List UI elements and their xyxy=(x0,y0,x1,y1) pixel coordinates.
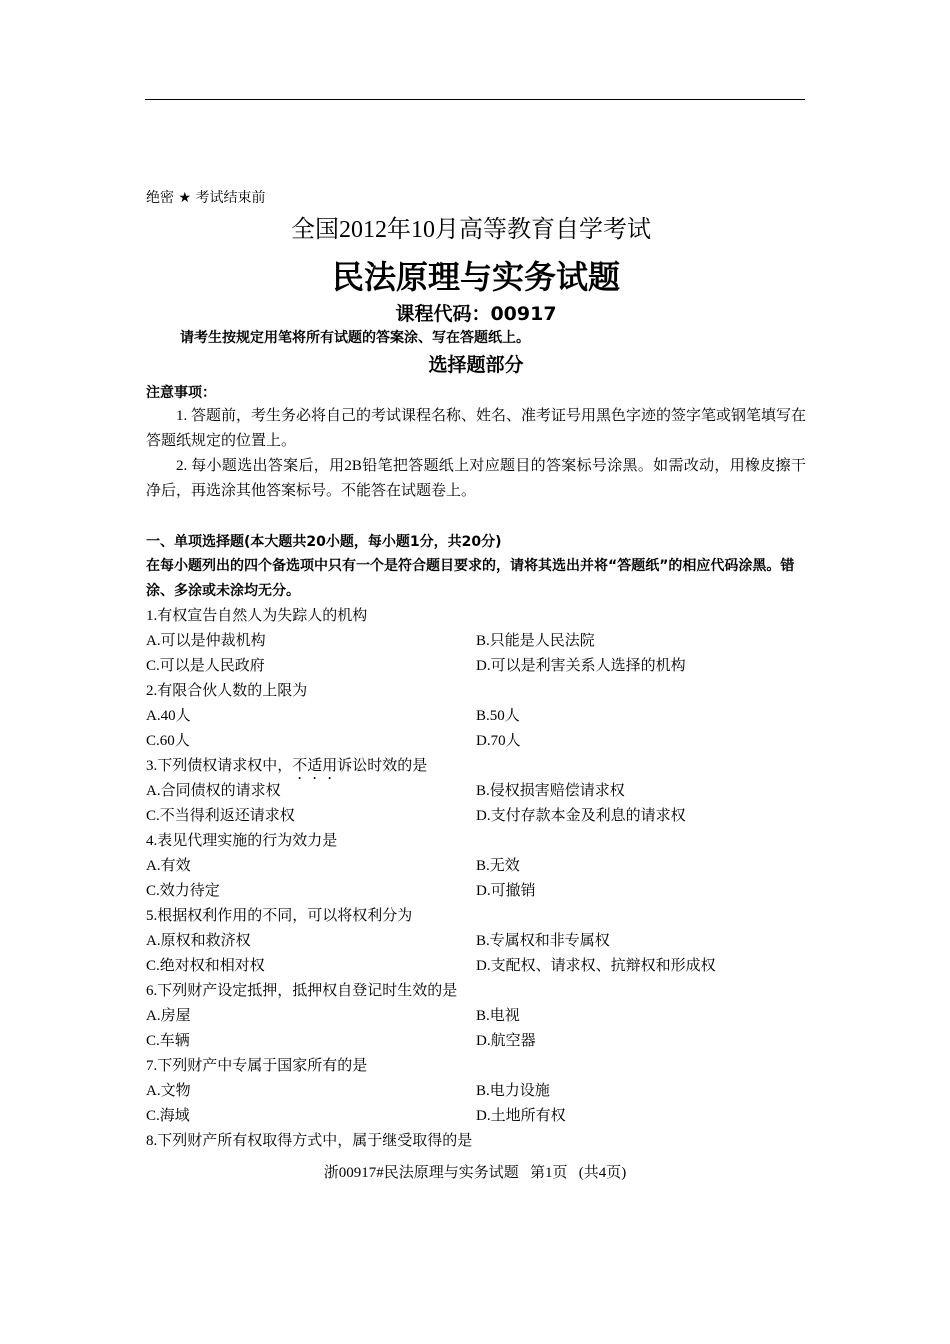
question-stem: 6.下列财产设定抵押，抵押权自登记时生效的是 xyxy=(146,983,458,999)
note-item: 1. 答题前，考生务必将自己的考试课程名称、姓名、准考证号用黑色字迹的签字笔或钢笔填写在答题纸规定的位置上。 xyxy=(146,408,807,449)
option-d: D.可撤销 xyxy=(476,883,536,899)
option-a: A.合同债权的请求权 xyxy=(146,783,281,799)
secret-label: 绝密 ★ 考试结束前 xyxy=(146,190,266,206)
option-c: C.海域 xyxy=(146,1108,190,1124)
option-d: D.土地所有权 xyxy=(476,1108,566,1124)
option-d: D.航空器 xyxy=(476,1033,536,1049)
question-stem-pre: 3.下列债权请求权中， xyxy=(146,758,293,774)
section-part-title: 选择题部分 xyxy=(428,354,524,376)
question-stem: 7.下列财产中专属于国家所有的是 xyxy=(146,1058,368,1074)
question-stem: 5.根据权利作用的不同，可以将权利分为 xyxy=(146,908,413,924)
option-row xyxy=(146,779,806,804)
option-b: B.专属权和非专属权 xyxy=(476,933,610,949)
course-code: 课程代码：00917 xyxy=(395,303,557,325)
emphasized-text: 不适用 xyxy=(292,758,338,774)
option-b: B.只能是人民法院 xyxy=(476,633,595,649)
question-stem xyxy=(146,754,806,779)
option-row xyxy=(146,854,806,879)
option-b: B.电力设施 xyxy=(476,1083,550,1099)
option-row xyxy=(146,1104,806,1129)
footer-total: (共4页) xyxy=(578,1165,627,1181)
option-c: C.效力待定 xyxy=(146,883,220,899)
option-a: A.可以是仲裁机构 xyxy=(146,633,266,649)
header-rule xyxy=(145,99,805,100)
option-row xyxy=(146,879,806,904)
question-stem-post: 诉讼时效的是 xyxy=(337,758,428,774)
footer-title: 民法原理与实务试题 xyxy=(383,1165,519,1181)
option-row xyxy=(146,1079,806,1104)
page-content xyxy=(146,188,806,1154)
option-a: A.原权和救济权 xyxy=(146,933,251,949)
option-row xyxy=(146,804,806,829)
option-c: C.绝对权和相对权 xyxy=(146,958,265,974)
option-c: C.车辆 xyxy=(146,1033,190,1049)
option-a: A.文物 xyxy=(146,1083,191,1099)
option-d: D.支配权、请求权、抗辩权和形成权 xyxy=(476,958,716,974)
footer-page: 第1页 xyxy=(530,1165,568,1181)
option-a: A.有效 xyxy=(146,858,191,874)
notes-heading: 注意事项： xyxy=(146,385,216,401)
option-row xyxy=(146,729,806,754)
note-item: 2. 每小题选出答案后，用2B铅笔把答题纸上对应题目的答案标号涂黑。如需改动，用橡皮擦干净后，再选涂其他答案标号。不能答在试题卷上。 xyxy=(146,458,806,499)
section-heading: 一、单项选择题(本大题共20小题，每小题1分，共20分) xyxy=(146,534,502,550)
exam-title: 全国2012年10月高等教育自学考试 xyxy=(291,217,651,243)
option-c: C.可以是人民政府 xyxy=(146,658,265,674)
option-d: D.支付存款本金及利息的请求权 xyxy=(476,808,686,824)
option-d: D.可以是利害关系人选择的机构 xyxy=(476,658,686,674)
paper-title: 民法原理与实务试题 xyxy=(331,258,620,296)
question-stem: 2.有限合伙人数的上限为 xyxy=(146,683,308,699)
option-b: B.侵权损害赔偿请求权 xyxy=(476,783,625,799)
option-b: B.电视 xyxy=(476,1008,520,1024)
question-stem: 1.有权宣告自然人为失踪人的机构 xyxy=(146,608,368,624)
option-row xyxy=(146,1004,806,1029)
option-row xyxy=(146,704,806,729)
option-c: C.不当得利返还请求权 xyxy=(146,808,295,824)
option-row xyxy=(146,1029,806,1054)
question-stem: 8.下列财产所有权取得方式中，属于继受取得的是 xyxy=(146,1133,473,1149)
option-row xyxy=(146,629,806,654)
footer-code: 浙00917# xyxy=(323,1165,384,1181)
option-b: B.50人 xyxy=(476,708,520,724)
option-row xyxy=(146,654,806,679)
question-list xyxy=(146,604,806,1154)
option-a: A.房屋 xyxy=(146,1008,191,1024)
answer-instruction: 请考生按规定用笔将所有试题的答案涂、写在答题纸上。 xyxy=(180,330,530,346)
option-a: A.40人 xyxy=(146,708,191,724)
section-description: 在每小题列出的四个备选项中只有一个是符合题目要求的，请将其选出并将“答题纸”的相应代码涂黑。错涂、多涂或未涂均无分。 xyxy=(146,558,795,599)
option-row xyxy=(146,954,806,979)
page-footer xyxy=(0,1162,950,1184)
question-stem: 4.表见代理实施的行为效力是 xyxy=(146,833,338,849)
option-c: C.60人 xyxy=(146,733,190,749)
option-b: B.无效 xyxy=(476,858,520,874)
option-row xyxy=(146,929,806,954)
option-d: D.70人 xyxy=(476,733,521,749)
